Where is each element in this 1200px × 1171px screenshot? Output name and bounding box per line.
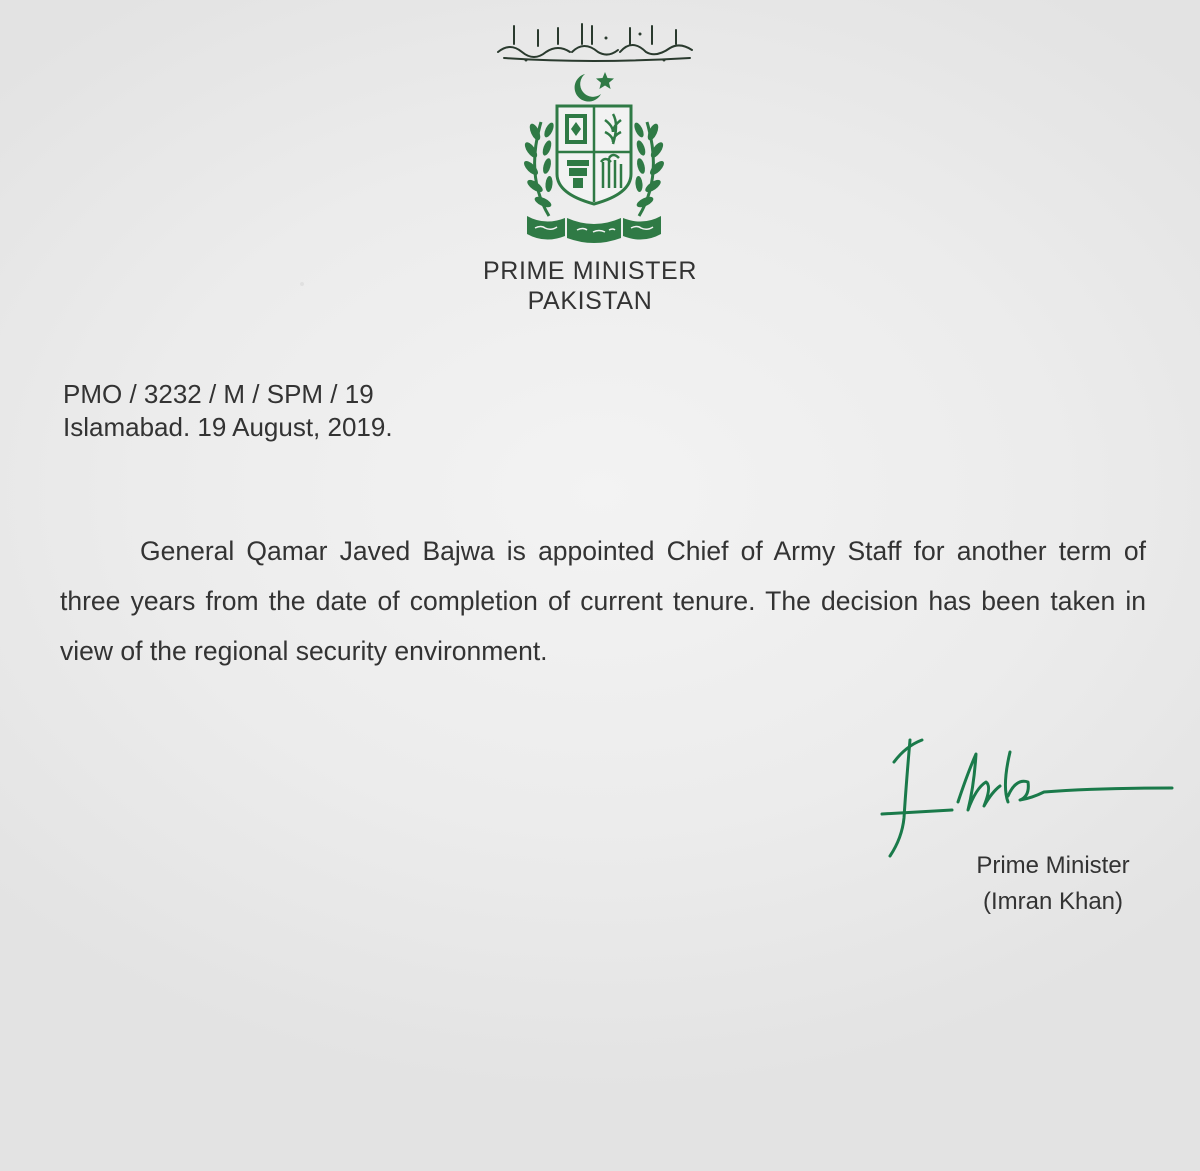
signatory-title: Prime Minister bbox=[976, 852, 1130, 879]
state-emblem-icon bbox=[505, 66, 683, 246]
signatory-block bbox=[948, 848, 1158, 920]
reference-number: PMO / 3232 / M / SPM / 19 bbox=[63, 379, 374, 409]
paper-speck bbox=[300, 282, 304, 286]
bismillah-calligraphy-icon bbox=[480, 14, 710, 66]
place-and-date: Islamabad. 19 August, 2019. bbox=[63, 412, 393, 442]
letter-body-paragraph: General Qamar Javed Bajwa is appointed Chief of Army Staff for another term of three years from the date of completion of current tenure. The decision has been taken in view of the regional security environment. bbox=[60, 536, 1146, 666]
office-title bbox=[430, 256, 750, 316]
office-title-line-1: PRIME MINISTER bbox=[483, 257, 697, 285]
reference-block bbox=[63, 378, 393, 444]
office-title-line-2: PAKISTAN bbox=[527, 287, 653, 315]
signatory-name: (Imran Khan) bbox=[982, 888, 1124, 915]
handwritten-signature bbox=[876, 726, 1176, 866]
